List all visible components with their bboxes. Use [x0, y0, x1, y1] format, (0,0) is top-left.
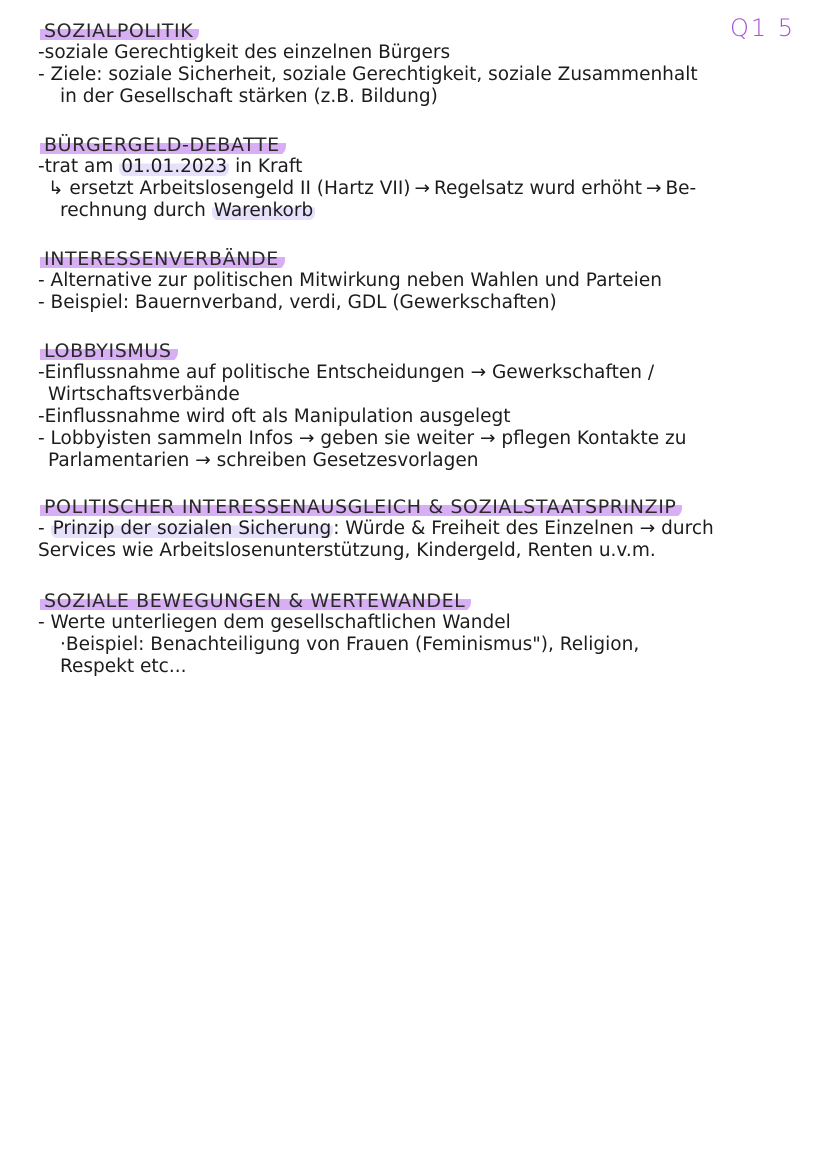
section-soziale-bewegungen: [38, 590, 818, 678]
section-interessenverbaende: [38, 248, 818, 314]
note-text: -: [38, 518, 51, 539]
note-line: - Ziele: soziale Sicherheit, soziale Gerechtigkeit, soziale Zusammenhalt: [38, 64, 698, 85]
note-text: ↳ ersetzt Arbeitslosengeld II (Hartz VII): [48, 178, 411, 199]
note-text: Be-: [665, 178, 697, 199]
heading-lobbyismus: LOBBYISMUS: [40, 340, 178, 362]
arrow-right-icon: →: [645, 178, 662, 199]
note-line: -soziale Gerechtigkeit des einzelnen Bürgers: [38, 42, 451, 63]
heading-interessenausgleich: POLITISCHER INTERESSENAUSGLEICH & SOZIALSTAATSPRINZIP: [40, 496, 682, 518]
arrow-right-icon: →: [414, 178, 431, 199]
section-lobbyismus: [38, 340, 818, 472]
note-line: [38, 200, 818, 222]
heading-sozialpolitik: SOZIALPOLITIK: [40, 20, 199, 42]
prinzip-highlight: Prinzip der sozialen Sicherung: [52, 518, 332, 539]
section-buergergeld: [38, 134, 818, 222]
note-text: in Kraft: [229, 156, 303, 177]
note-line: [38, 156, 818, 178]
note-line: ·Beispiel: Benachteiligung von Frauen (Feminismus"), Religion,: [60, 634, 640, 655]
note-line: Parlamentarien → schreiben Gesetzesvorlagen: [48, 450, 479, 471]
note-line: -Einflussnahme auf politische Entscheidungen → Gewerkschaften /: [38, 362, 655, 383]
section-interessenausgleich: [38, 496, 818, 562]
section-sozialpolitik: [38, 20, 818, 108]
heading-soziale-bewegungen: SOZIALE BEWEGUNGEN & WERTEWANDEL: [40, 590, 471, 612]
note-line: in der Gesellschaft stärken (z.B. Bildung): [60, 86, 438, 107]
note-line: -Einflussnahme wird oft als Manipulation ausgelegt: [38, 406, 511, 427]
note-line: Respekt etc...: [60, 656, 187, 677]
note-line: [38, 178, 818, 200]
warenkorb-highlight: Warenkorb: [213, 200, 314, 221]
note-line: - Beispiel: Bauernverband, verdi, GDL (Gewerkschaften): [38, 292, 557, 313]
note-line: Wirtschaftsverbände: [48, 384, 240, 405]
note-line: [38, 518, 818, 540]
page-label: Q1 5: [730, 14, 796, 42]
note-text: rechnung durch: [60, 200, 212, 221]
note-text: -trat am: [38, 156, 120, 177]
heading-interessenverbaende: INTERESSENVERBÄNDE: [40, 248, 285, 270]
note-text: : Würde & Freiheit des Einzelnen → durch: [333, 518, 714, 539]
note-text: Regelsatz wurd erhöht: [434, 178, 642, 199]
note-line: - Lobbyisten sammeln Infos → geben sie weiter → pflegen Kontakte zu: [38, 428, 687, 449]
date-highlight: 01.01.2023: [121, 156, 228, 177]
heading-buergergeld: BÜRGERGELD-DEBATTE: [40, 134, 286, 156]
note-line: - Alternative zur politischen Mitwirkung neben Wahlen und Parteien: [38, 270, 662, 291]
note-line: Services wie Arbeitslosenunterstützung, Kindergeld, Renten u.v.m.: [38, 540, 656, 561]
note-line: - Werte unterliegen dem gesellschaftlichen Wandel: [38, 612, 511, 633]
